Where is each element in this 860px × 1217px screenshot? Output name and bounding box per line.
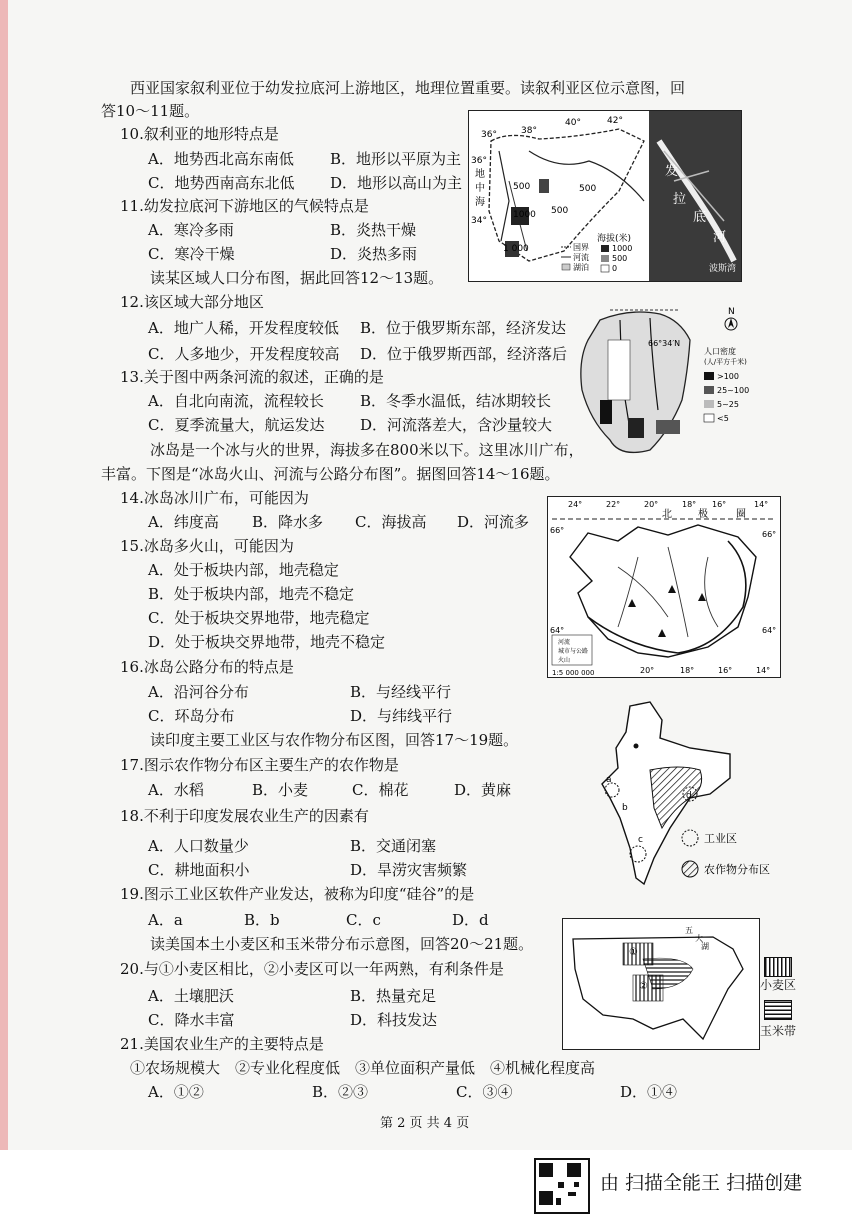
q19-option-c[interactable]: C．c xyxy=(346,911,381,929)
sea-label: 海 xyxy=(475,197,485,208)
intro-india: 读印度主要工业区与农作物分布区图，回答17～19题。 xyxy=(150,731,519,749)
map-label: a xyxy=(606,775,612,785)
q14-option-a[interactable]: A．纬度高 xyxy=(148,513,219,531)
contour-label: 500 xyxy=(579,184,597,194)
q19-option-a[interactable]: A．a xyxy=(148,911,183,929)
intro-iceland-line1: 冰岛是一个冰与火的世界，海拔多在800米以下。这里冰川广布， xyxy=(150,441,584,459)
q10-option-d[interactable]: D．地形以高山为主 xyxy=(330,174,463,192)
inset-label: 波斯湾 xyxy=(709,264,737,274)
question-17-stem: 17.图示农作物分布区主要生产的农作物是 xyxy=(120,756,399,774)
q20-option-b[interactable]: B．热量充足 xyxy=(350,987,437,1005)
scanner-credit: 由 扫描全能王 扫描创建 xyxy=(600,1172,803,1194)
question-18-stem: 18.不利于印度发展农业生产的因素有 xyxy=(120,807,369,825)
north-label: N xyxy=(728,307,735,317)
legend-item: 25~100 xyxy=(717,386,750,395)
legend-crop: 农作物分布区 xyxy=(704,863,770,876)
lon-label: 38° xyxy=(521,126,537,136)
q12-option-d[interactable]: D．位于俄罗斯西部，经济落后 xyxy=(360,345,568,363)
q12-option-a[interactable]: A．地广人稀，开发程度较低 xyxy=(148,319,339,337)
legend-corn-swatch xyxy=(764,1000,792,1020)
lat-label: 36° xyxy=(471,156,487,166)
question-19-stem: 19.图示工业区软件产业发达，被称为印度“硅谷”的是 xyxy=(120,885,475,903)
legend-title: 海拔(米) xyxy=(597,234,632,244)
q11-option-c[interactable]: C．寒冷干燥 xyxy=(148,245,235,263)
legend-line: 湖泊 xyxy=(573,263,589,272)
q18-option-a[interactable]: A．人口数量少 xyxy=(148,837,249,855)
q16-option-d[interactable]: D．与纬线平行 xyxy=(350,707,453,725)
lon-label: 22° xyxy=(606,500,621,509)
legend-item: 火山 xyxy=(558,657,571,664)
arctic-label: 北 xyxy=(662,509,672,520)
map-label: ② xyxy=(639,981,648,992)
map-label: 五 xyxy=(685,926,693,935)
question-14-stem: 14.冰岛冰川广布，可能因为 xyxy=(120,489,309,507)
contour-label: 500 xyxy=(551,206,569,216)
map-label: c xyxy=(638,835,643,845)
lon-label: 18° xyxy=(682,500,697,509)
q21-option-a[interactable]: A．①② xyxy=(148,1083,204,1101)
legend-item: 城市与公路 xyxy=(558,648,589,655)
q13-option-d[interactable]: D．河流落差大，含沙量较大 xyxy=(360,416,553,434)
legend-corn: 玉米带 xyxy=(760,1024,797,1038)
q17-option-d[interactable]: D．黄麻 xyxy=(454,781,512,799)
arctic-label: 圈 xyxy=(736,509,746,520)
lon-label: 36° xyxy=(481,130,497,140)
scan-edge xyxy=(0,0,8,1150)
contour-label: 1000 xyxy=(513,210,536,220)
lat-label: 34° xyxy=(471,216,487,226)
sea-label: 地 xyxy=(475,169,485,180)
arctic-label: 极 xyxy=(698,509,708,520)
inset-label: 拉 xyxy=(673,192,687,207)
lat-label: 66°34′N xyxy=(648,339,681,348)
q15-option-d[interactable]: D．处于板块交界地带，地壳不稳定 xyxy=(148,633,386,651)
legend-title: 人口密度 xyxy=(704,347,736,356)
inset-label: 发 xyxy=(665,164,679,179)
question-15-stem: 15.冰岛多火山，可能因为 xyxy=(120,537,294,555)
q21-option-d[interactable]: D．①④ xyxy=(620,1083,678,1101)
q21-statements: ①农场规模大 ②专业化程度低 ③单位面积产量低 ④机械化程度高 xyxy=(130,1059,596,1077)
question-13-stem: 13.关于图中两条河流的叙述，正确的是 xyxy=(120,368,384,386)
legend-item: 0 xyxy=(612,264,618,273)
question-16-stem: 16.冰岛公路分布的特点是 xyxy=(120,658,294,676)
map-label: b xyxy=(622,803,628,813)
q11-option-a[interactable]: A．寒冷多雨 xyxy=(148,221,234,239)
q19-option-d[interactable]: D．d xyxy=(452,911,489,929)
scale-label: 1:5 000 000 xyxy=(552,669,595,677)
intro-usa: 读美国本土小麦区和玉米带分布示意图，回答20～21题。 xyxy=(150,935,534,953)
lon-label: 24° xyxy=(568,500,583,509)
intro-syria-line2: 答10～11题。 xyxy=(101,102,200,120)
q20-option-a[interactable]: A．土壤肥沃 xyxy=(148,987,234,1005)
q14-option-d[interactable]: D．河流多 xyxy=(457,513,530,531)
q18-option-d[interactable]: D．旱涝灾害频繁 xyxy=(350,861,468,879)
q16-option-c[interactable]: C．环岛分布 xyxy=(148,707,235,725)
india-map xyxy=(590,698,780,892)
lon-label: 20° xyxy=(640,666,655,675)
syria-location-map xyxy=(468,110,742,282)
q17-option-a[interactable]: A．水稻 xyxy=(148,781,204,799)
legend-unit: (人/平方千米) xyxy=(704,358,747,366)
contour-label: 1 000 xyxy=(503,244,529,254)
question-20-stem: 20.与①小麦区相比，②小麦区可以一年两熟，有利条件是 xyxy=(120,960,504,978)
intro-syria-line1: 西亚国家叙利亚位于幼发拉底河上游地区，地理位置重要。读叙利亚区位示意图，回 xyxy=(130,79,686,97)
q13-option-c[interactable]: C．夏季流量大，航运发达 xyxy=(148,416,325,434)
legend-item: 河流 xyxy=(558,639,571,646)
lat-label: 66° xyxy=(550,526,565,535)
inset-label: 底 xyxy=(693,210,707,225)
page-number: 第 2 页 共 4 页 xyxy=(380,1116,470,1131)
map-label: 湖 xyxy=(701,942,709,951)
lat-label: 66° xyxy=(762,530,777,539)
question-12-stem: 12.该区域大部分地区 xyxy=(120,293,264,311)
intro-population: 读某区域人口分布图，据此回答12～13题。 xyxy=(150,269,444,287)
q16-option-b[interactable]: B．与经线平行 xyxy=(350,683,452,701)
q11-option-b[interactable]: B．炎热干燥 xyxy=(330,221,417,239)
legend-item: <5 xyxy=(717,414,729,423)
lat-label: 64° xyxy=(762,626,777,635)
q12-option-c[interactable]: C．人多地少，开发程度较高 xyxy=(148,345,340,363)
q17-option-c[interactable]: C．棉花 xyxy=(352,781,409,799)
legend-line: 国界 xyxy=(573,243,589,252)
iceland-map xyxy=(547,496,781,678)
q12-option-b[interactable]: B．位于俄罗斯东部，经济发达 xyxy=(360,319,567,337)
q14-option-b[interactable]: B．降水多 xyxy=(252,513,324,531)
legend-wheat: 小麦区 xyxy=(760,978,797,992)
lat-label: 64° xyxy=(550,626,565,635)
map-label: 大 xyxy=(695,934,703,943)
map-label: d xyxy=(686,791,692,801)
legend-item: >100 xyxy=(717,372,739,381)
legend-item: 1000 xyxy=(612,244,633,253)
q14-option-c[interactable]: C．海拔高 xyxy=(355,513,427,531)
map-label: ① xyxy=(629,947,638,958)
q17-option-b[interactable]: B．小麦 xyxy=(252,781,309,799)
lon-label: 18° xyxy=(680,666,695,675)
lon-label: 16° xyxy=(712,500,727,509)
qr-code-icon xyxy=(534,1158,590,1214)
q20-option-d[interactable]: D．科技发达 xyxy=(350,1011,438,1029)
q18-option-c[interactable]: C．耕地面积小 xyxy=(148,861,250,879)
q10-option-a[interactable]: A．地势西北高东南低 xyxy=(148,150,294,168)
legend-industry: 工业区 xyxy=(704,832,737,845)
question-10-stem: 10.叙利亚的地形特点是 xyxy=(120,125,279,143)
q15-option-a[interactable]: A．处于板块内部，地壳稳定 xyxy=(148,561,339,579)
usa-wheat-corn-map xyxy=(562,918,760,1050)
q16-option-a[interactable]: A．沿河谷分布 xyxy=(148,683,249,701)
lon-label: 14° xyxy=(756,666,771,675)
q10-option-b[interactable]: B．地形以平原为主 xyxy=(330,150,462,168)
q13-option-b[interactable]: B．冬季水温低，结冰期较长 xyxy=(360,392,552,410)
lon-label: 42° xyxy=(607,116,623,126)
legend-item: 5~25 xyxy=(717,400,739,409)
question-21-stem: 21.美国农业生产的主要特点是 xyxy=(120,1035,324,1053)
q13-option-a[interactable]: A．自北向南流，流程较长 xyxy=(148,392,324,410)
legend-item: 500 xyxy=(612,254,628,263)
question-11-stem: 11.幼发拉底河下游地区的气候特点是 xyxy=(120,197,369,215)
q10-option-c[interactable]: C．地势西南高东北低 xyxy=(148,174,295,192)
contour-label: 500 xyxy=(513,182,531,192)
lon-label: 14° xyxy=(754,500,769,509)
q20-option-c[interactable]: C．降水丰富 xyxy=(148,1011,235,1029)
q15-option-c[interactable]: C．处于板块交界地带，地壳稳定 xyxy=(148,609,370,627)
sea-label: 中 xyxy=(475,183,485,194)
q15-option-b[interactable]: B．处于板块内部，地壳不稳定 xyxy=(148,585,355,603)
q18-option-b[interactable]: B．交通闭塞 xyxy=(350,837,437,855)
lon-label: 40° xyxy=(565,118,581,128)
inset-label: 河 xyxy=(713,230,727,245)
q11-option-d[interactable]: D．炎热多雨 xyxy=(330,245,418,263)
population-density-map xyxy=(570,300,766,460)
legend-wheat-swatch xyxy=(764,957,792,977)
lon-label: 20° xyxy=(644,500,659,509)
lon-label: 16° xyxy=(718,666,733,675)
legend-line: 河流 xyxy=(573,253,589,262)
intro-iceland-line2: 丰富。下图是“冰岛火山、河流与公路分布图”。据图回答14～16题。 xyxy=(101,465,560,483)
q21-option-b[interactable]: B．②③ xyxy=(312,1083,369,1101)
q21-option-c[interactable]: C．③④ xyxy=(456,1083,513,1101)
q19-option-b[interactable]: B．b xyxy=(244,911,280,929)
